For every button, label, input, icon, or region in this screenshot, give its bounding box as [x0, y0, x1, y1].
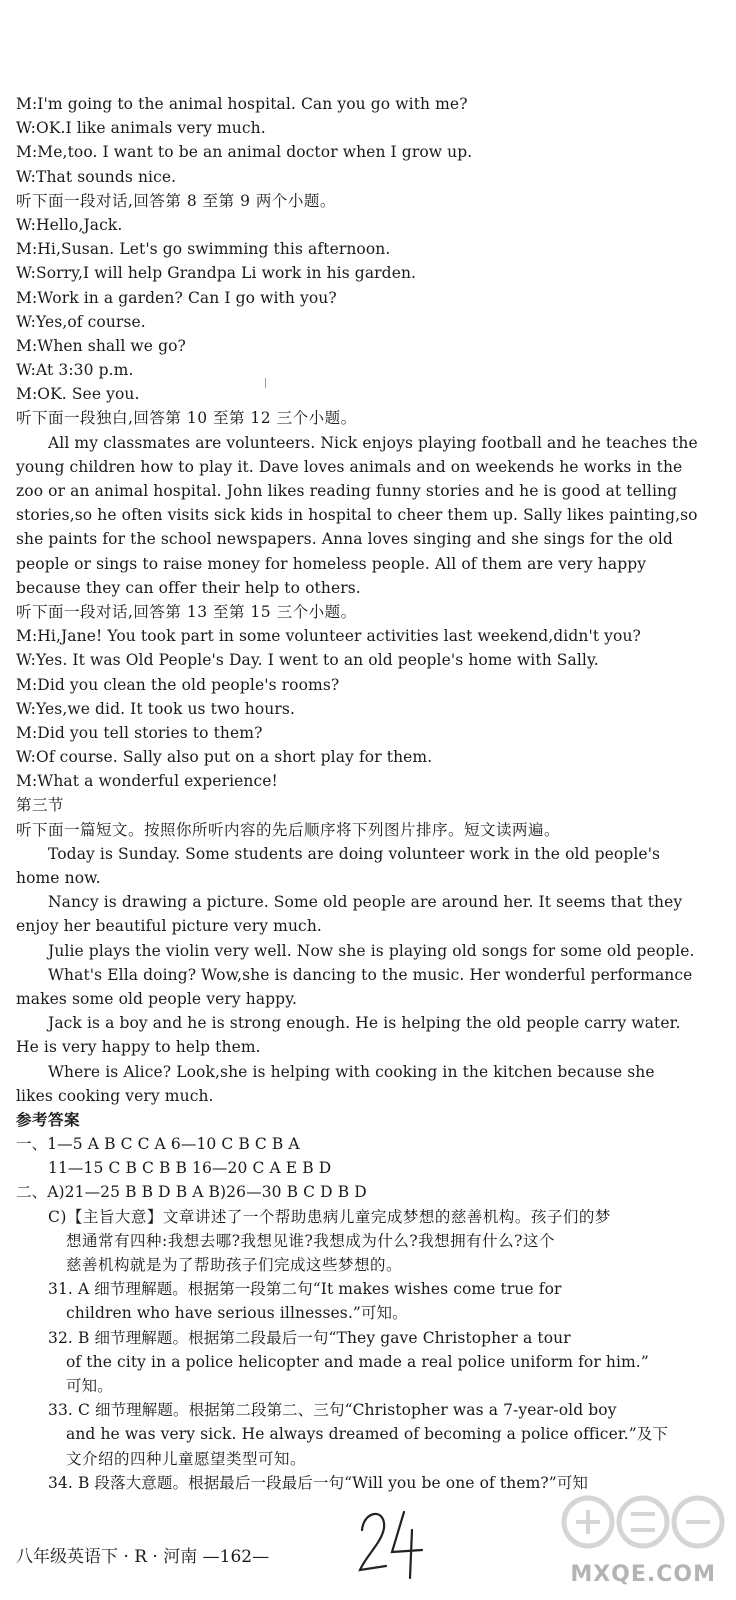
dialogue-c — [16, 624, 722, 793]
passage-line: Jack is a boy and he is strong enough. He is helping the old people carry water. — [48, 1014, 681, 1033]
explanation-line: 31. A 细节理解题。根据第一段第二句“It makes wishes come true for — [48, 1280, 562, 1299]
explanation-c — [16, 1205, 722, 1495]
dialogue-line: W:Of course. Sally also put on a short play for them. — [16, 748, 433, 767]
passage-line: Today is Sunday. Some students are doing volunteer work in the old people's — [48, 844, 661, 863]
heading-questions-10-12: 听下面一段独白,回答第 10 至第 12 三个小题。 — [16, 409, 357, 428]
answers-title: 参考答案 — [16, 1109, 81, 1129]
heading-questions-13-15: 听下面一段对话,回答第 13 至第 15 三个小题。 — [16, 602, 357, 621]
watermark-text: MXQE.COM — [570, 1562, 716, 1587]
explanation-line: 文介绍的四种儿童愿望类型可知。 — [66, 1449, 307, 1468]
section-3-instruction: 听下面一篇短文。按照你所听内容的先后顺序将下列图片排序。短文读两遍。 — [16, 820, 561, 839]
explanation-line: 32. B 细节理解题。根据第二段最后一句“They gave Christopher a tour — [48, 1328, 571, 1347]
passage-line: makes some old people very happy. — [16, 989, 298, 1008]
content-column — [16, 92, 722, 1495]
passage-line: Julie plays the violin very well. Now she is playing old songs for some old people. — [48, 941, 695, 960]
answer-line: 二、A)21—25 B B D B A B)26—30 B C D B D — [16, 1183, 367, 1202]
dialogue-line: M:What a wonderful experience! — [16, 772, 278, 791]
monologue-line: stories,so he often visits sick kids in hospital to cheer them up. Sally likes painting,so — [16, 506, 698, 525]
dialogue-line: M:When shall we go? — [16, 336, 186, 355]
dialogue-line: W:Hello,Jack. — [16, 215, 123, 234]
passage-line: Where is Alice? Look,she is helping with cooking in the kitchen because she — [48, 1062, 655, 1081]
dialogue-line: W:Sorry,I will help Grandpa Li work in his garden. — [16, 264, 417, 283]
dialogue-line: W:At 3:30 p.m. — [16, 361, 134, 380]
dialogue-line: M:OK. See you. — [16, 385, 140, 404]
passage-line: What's Ella doing? Wow,she is dancing to the music. Her wonderful performance — [48, 965, 693, 984]
dialogue-a — [16, 92, 722, 189]
explanation-line: 想通常有四种:我想去哪?我想见谁?我想成为什么?我想拥有什么?这个 — [66, 1231, 555, 1250]
explanation-line: and he was very sick. He always dreamed of becoming a police officer.”及下 — [66, 1425, 668, 1444]
dialogue-line: M:Me,too. I want to be an animal doctor when I grow up. — [16, 143, 473, 162]
handwritten-page-number — [356, 1500, 426, 1580]
passage-line: He is very happy to help them. — [16, 1038, 261, 1057]
passage-line: Nancy is drawing a picture. Some old people are around her. It seems that they — [48, 893, 683, 912]
passage-line: likes cooking very much. — [16, 1086, 214, 1105]
explanation-line: C)【主旨大意】文章讲述了一个帮助患病儿童完成梦想的慈善机构。孩子们的梦 — [48, 1207, 611, 1226]
monologue-line: young children how to play it. Dave loves animals and on weekends he works in the — [16, 457, 683, 476]
monologue-line: zoo or an animal hospital. John likes reading funny stories and he is good at telling — [16, 482, 678, 500]
dialogue-line: M:I'm going to the animal hospital. Can you go with me? — [16, 95, 468, 113]
answer-key — [16, 1132, 722, 1205]
page-footer: 八年级英语下 · R · 河南 —162— — [16, 1547, 270, 1567]
passage — [16, 842, 722, 1108]
section-3-title: 第三节 — [16, 796, 65, 815]
dialogue-line: W:That sounds nice. — [16, 167, 177, 186]
dialogue-line: M:Hi,Jane! You took part in some volunteer activities last weekend,didn't you? — [16, 627, 641, 646]
explanation-line: 33. C 细节理解题。根据第二段第二、三句“Christopher was a 7-year-old boy — [48, 1401, 617, 1420]
dialogue-b — [16, 213, 722, 407]
dialogue-line: W:OK.I like animals very much. — [16, 119, 266, 138]
passage-line: home now. — [16, 869, 101, 887]
monologue-line: All my classmates are volunteers. Nick enjoys playing football and he teaches the — [48, 433, 698, 452]
monologue-line: people or sings to raise money for homeless people. All of them are very happy — [16, 554, 647, 573]
dialogue-line: W:Yes,we did. It took us two hours. — [16, 699, 295, 718]
explanation-line: children who have serious illnesses.”可知。 — [66, 1304, 408, 1323]
dialogue-line: M:Did you clean the old people's rooms? — [16, 675, 340, 694]
monologue-line: because they can offer their help to others. — [16, 578, 361, 597]
dialogue-line: W:Yes,of course. — [16, 312, 146, 331]
dialogue-line: M:Did you tell stories to them? — [16, 723, 263, 742]
explanation-line: 可知。 — [66, 1376, 113, 1395]
explanation-line: of the city in a police helicopter and made a real police uniform for him.” — [66, 1352, 649, 1371]
passage-line: enjoy her beautiful picture very much. — [16, 917, 322, 936]
dialogue-line: M:Work in a garden? Can I go with you? — [16, 288, 337, 307]
dialogue-line: W:Yes. It was Old People's Day. I went to an old people's home with Sally. — [16, 651, 599, 670]
dialogue-line: M:Hi,Susan. Let's go swimming this afternoon. — [16, 240, 391, 259]
answer-line: 一、1—5 A B C C A 6—10 C B C B A — [16, 1135, 300, 1154]
answer-line: 11—15 C B C B B 16—20 C A E B D — [48, 1159, 332, 1178]
monologue-line: she paints for the school newspapers. Anna loves singing and she sings for the old — [16, 530, 673, 549]
explanation-line: 慈善机构就是为了帮助孩子们完成这些梦想的。 — [66, 1256, 403, 1274]
monologue-paragraph — [16, 431, 722, 600]
explanation-line: 34. B 段落大意题。根据最后一段最后一句“Will you be one of them?”可知 — [48, 1473, 589, 1492]
heading-questions-8-9: 听下面一段对话,回答第 8 至第 9 两个小题。 — [16, 191, 336, 210]
